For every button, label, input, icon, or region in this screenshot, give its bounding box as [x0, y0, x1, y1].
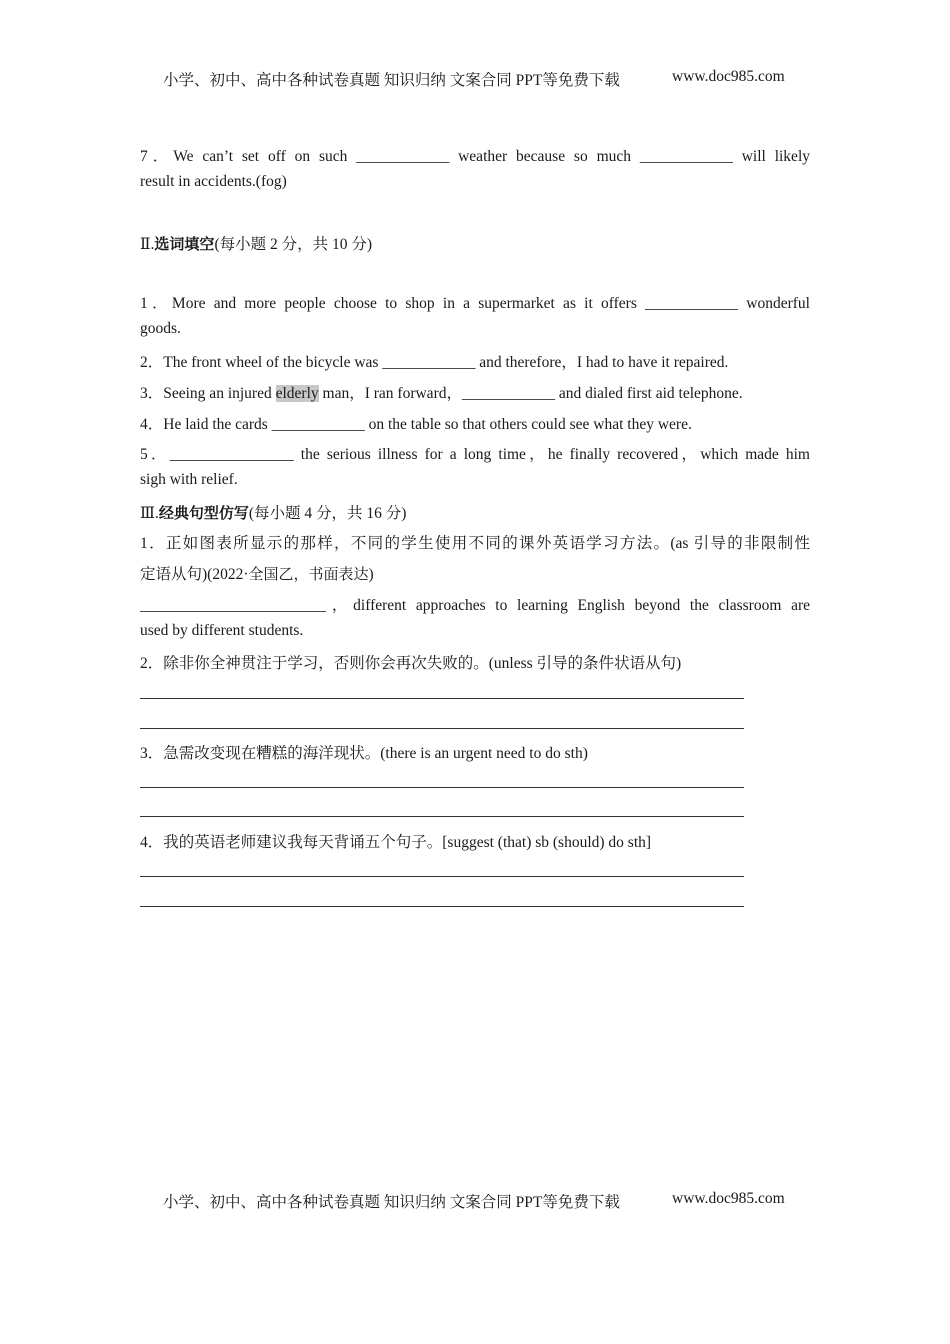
s3-q4: 4．我的英语老师建议我每天背诵五个句子。[suggest (that) sb (should) do sth] [140, 834, 652, 851]
s2-q3-after: man，I ran forward，____________ and dialed first aid telephone. [318, 385, 743, 402]
section2-title: 选词填空 [154, 235, 215, 253]
footer-text: 小学、初中、高中各种试卷真题 知识归纳 文案合同 PPT等免费下载 [163, 1194, 620, 1211]
s3-q1-source-a: 定语从句)(2022· [140, 566, 249, 583]
section3-title: 经典句型仿写 [158, 504, 249, 522]
s2-q1-line1: 1．More and more people choose to shop in a supermarket as it offers ____________ wonderful [140, 295, 810, 312]
section3-heading [140, 501, 810, 523]
s2-q3-highlight: elderly [275, 385, 319, 402]
q7-line1: 7．We can’t set off on such ____________ weather because so much ____________ will likely [140, 148, 810, 165]
answer-line[interactable] [140, 787, 744, 788]
s2-q5-line2: sigh with relief. [140, 471, 238, 488]
header-url[interactable]: www.doc985.com [672, 68, 785, 85]
s3-q1-line4: used by different students. [140, 622, 304, 639]
s3-q1-line2 [140, 562, 810, 584]
s2-q3-before: 3．Seeing an injured [140, 385, 276, 402]
answer-line[interactable] [140, 816, 744, 817]
q7-line2: result in accidents.(fog) [140, 173, 287, 190]
answer-line[interactable] [140, 698, 744, 699]
s2-q4: 4．He laid the cards ____________ on the table so that others could see what they were. [140, 416, 692, 433]
s3-q1-source-b: 全国乙，书面表达 [248, 565, 369, 583]
header-text: 小学、初中、高中各种试卷真题 知识归纳 文案合同 PPT等免费下载 [163, 72, 620, 89]
s3-q3: 3．急需改变现在糟糕的海洋现状。(there is an urgent need to do sth) [140, 745, 588, 762]
section2-heading [140, 232, 810, 254]
section2-score: (每小题 2 分，共 10 分) [214, 236, 373, 253]
s3-q2: 2．除非你全神贯注于学习，否则你会再次失败的。(unless 引导的条件状语从句) [140, 655, 682, 672]
section3-score: (每小题 4 分，共 16 分) [248, 505, 407, 522]
answer-line[interactable] [140, 906, 744, 907]
footer-url[interactable]: www.doc985.com [672, 1190, 785, 1207]
section3-numeral: Ⅲ. [140, 505, 159, 522]
section2-numeral: Ⅱ. [140, 236, 155, 253]
s3-q1-source-c: ) [368, 566, 374, 583]
s2-q5-line1: 5．________________ the serious illness for a long time，he finally recovered，which made him [140, 446, 810, 463]
answer-line[interactable] [140, 728, 744, 729]
s2-q1-line2: goods. [140, 320, 181, 337]
answer-line[interactable] [140, 876, 744, 877]
s2-q2: 2．The front wheel of the bicycle was ____________ and therefore，I had to have it repaired. [140, 354, 729, 371]
s3-q1-line3: ________________________，different approaches to learning English beyond the classroom are [140, 597, 810, 614]
s3-q1-line1: 1．正如图表所显示的那样，不同的学生使用不同的课外英语学习方法。(as 引导的非限制性 [140, 535, 810, 552]
s2-q3 [140, 381, 810, 403]
